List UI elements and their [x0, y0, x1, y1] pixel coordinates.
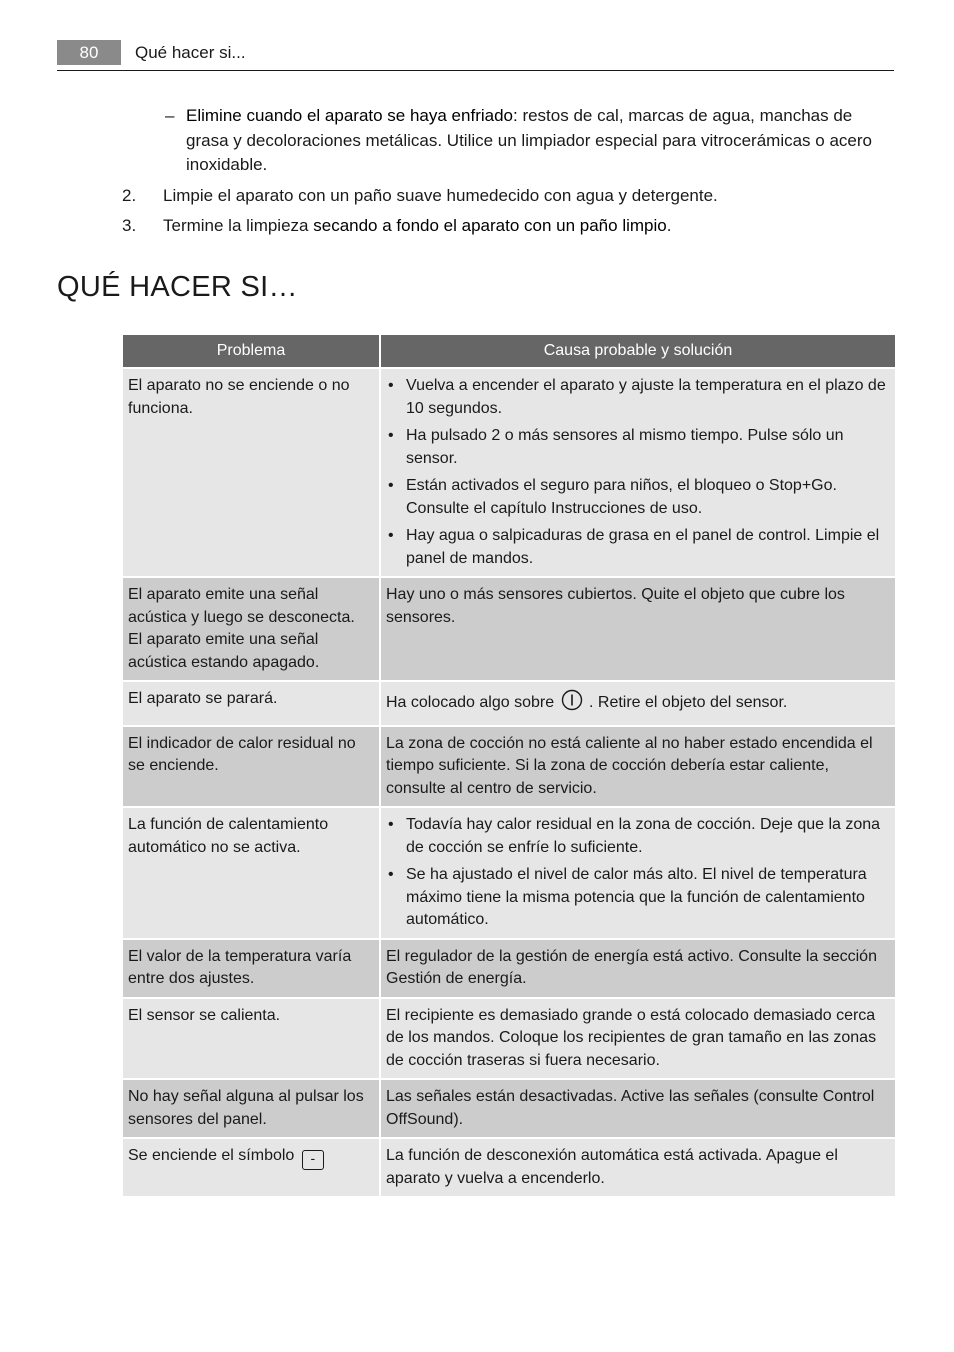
table-row	[122, 726, 896, 808]
list-item: • Hay agua o salpicaduras de grasa en el panel de control. Limpie el panel de mandos.	[386, 525, 889, 570]
table-row	[122, 368, 896, 577]
step-emphasis: secando a fondo el aparato con un paño limpio	[313, 216, 667, 235]
list-item: • Ha pulsado 2 o más sensores al mismo tiempo. Pulse sólo un sensor.	[386, 425, 889, 470]
troubleshooting-table	[121, 333, 897, 1198]
problem-cell	[122, 1138, 380, 1197]
list-item: • Se ha ajustado el nivel de calor más alto. El nivel de temperatura máximo tiene la misma potencia que la función de calentamiento automático.	[386, 864, 889, 932]
power-button-icon	[561, 689, 583, 719]
column-header-problem: Problema	[122, 334, 380, 368]
dash-marker: –	[165, 106, 175, 125]
step-number: 3.	[122, 216, 137, 235]
solution-cell: El regulador de la gestión de energía está activo. Consulte la sección Gestión de energía.	[380, 939, 896, 998]
table-row	[122, 577, 896, 681]
step-2	[122, 184, 894, 209]
solution-text: Ha colocado algo sobre	[386, 694, 559, 711]
table-row	[122, 1138, 896, 1197]
solution-cell	[380, 681, 896, 726]
list-item: • Vuelva a encender el aparato y ajuste la temperatura en el plazo de 10 segundos.	[386, 375, 889, 420]
cleaning-steps	[122, 104, 894, 239]
problem-cell: La función de calentamiento automático no se activa.	[122, 807, 380, 939]
solution-cell: Las señales están desactivadas. Active las señales (consulte Control OffSound).	[380, 1079, 896, 1138]
problem-cell: No hay señal alguna al pulsar los sensores del panel.	[122, 1079, 380, 1138]
solution-cell	[380, 368, 896, 577]
dash-item-text: restos de cal, marcas de agua, manchas de grasa y decoloraciones metálicas. Utilice un limpiador especial para vitrocerámicas o acero inoxidable.	[186, 106, 872, 174]
solution-list	[386, 814, 889, 932]
problem-cell: El valor de la temperatura varía entre dos ajustes.	[122, 939, 380, 998]
page-header	[57, 40, 894, 71]
step-text-end: .	[666, 216, 672, 235]
list-item: • Todavía hay calor residual en la zona de cocción. Deje que la zona de cocción se enfríe lo suficiente.	[386, 814, 889, 859]
dash-item	[122, 104, 894, 178]
step-3	[122, 214, 894, 239]
page-number: 80	[57, 40, 121, 65]
solution-cell: El recipiente es demasiado grande o está colocado demasiado cerca de los mandos. Coloque los recipientes de gran tamaño en las zonas de cocción traseras si fuera necesario.	[380, 998, 896, 1080]
table-row	[122, 939, 896, 998]
solution-cell	[380, 807, 896, 939]
solution-list	[386, 375, 889, 570]
problem-cell: El indicador de calor residual no se enciende.	[122, 726, 380, 808]
table-row	[122, 681, 896, 726]
list-item: • Están activados el seguro para niños, el bloqueo o Stop+Go. Consulte el capítulo Instrucciones de uso.	[386, 475, 889, 520]
problem-cell: El aparato se parará.	[122, 681, 380, 726]
solution-text-end: . Retire el objeto del sensor.	[584, 694, 788, 711]
step-text: Termine la limpieza	[163, 216, 314, 235]
minus-symbol-icon: -	[302, 1150, 324, 1170]
step-number: 2.	[122, 185, 137, 205]
problem-text: Se enciende el símbolo	[128, 1147, 299, 1164]
problem-cell: El sensor se calienta.	[122, 998, 380, 1080]
table-row	[122, 807, 896, 939]
dash-item-lead: Elimine cuando el aparato se haya enfriado:	[186, 106, 518, 125]
section-title: QUÉ HACER SI…	[57, 271, 298, 303]
table-row	[122, 1079, 896, 1138]
problem-cell: El aparato emite una señal acústica y luego se desconecta. El aparato emite una señal acústica estando apagado.	[122, 577, 380, 681]
problem-cell: El aparato no se enciende o no funciona.	[122, 368, 380, 577]
solution-cell: Hay uno o más sensores cubiertos. Quite el objeto que cubre los sensores.	[380, 577, 896, 681]
running-title: Qué hacer si...	[135, 43, 246, 62]
solution-cell: La función de desconexión automática está activada. Apague el aparato y vuelva a encenderlo.	[380, 1138, 896, 1197]
step-text: Limpie el aparato con un paño suave humedecido con agua y detergente.	[163, 185, 718, 205]
column-header-solution: Causa probable y solución	[380, 334, 896, 368]
solution-cell: La zona de cocción no está caliente al no haber estado encendida el tiempo suficiente. Si la zona de cocción debería estar caliente, consulte al centro de servicio.	[380, 726, 896, 808]
table-row	[122, 998, 896, 1080]
table-header-row	[122, 334, 896, 368]
